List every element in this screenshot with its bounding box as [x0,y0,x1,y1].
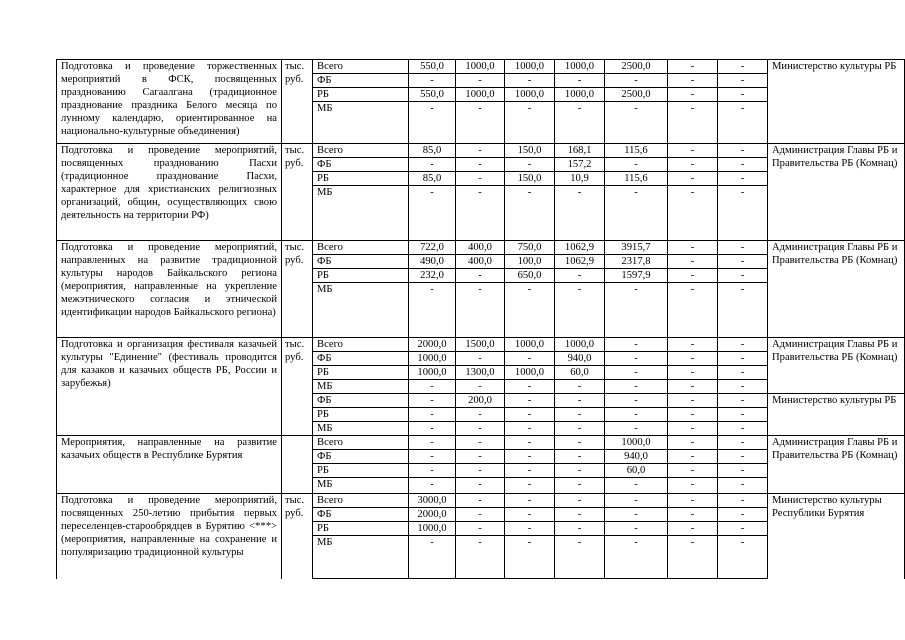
funding-value: - [718,494,768,508]
funding-value: 940,0 [605,450,668,464]
funding-value: - [409,478,456,494]
funding-value: 550,0 [409,60,456,74]
budget-level: Всего [313,144,409,158]
responsible-executor: Администрация Главы РБ и Правительства РБ (Комнац) [768,241,905,338]
funding-value: 115,6 [605,172,668,186]
funding-value: 10,9 [555,172,605,186]
funding-value: - [718,522,768,536]
funding-value: - [605,380,668,394]
funding-value: - [409,380,456,394]
funding-value: - [718,338,768,352]
funding-value: 1000,0 [555,88,605,102]
funding-value: - [668,241,718,255]
budget-level: Всего [313,494,409,508]
funding-value: 60,0 [605,464,668,478]
funding-value: - [456,536,505,579]
funding-value: 1000,0 [505,88,555,102]
budget-level: РБ [313,522,409,536]
funding-value: - [409,283,456,338]
funding-value: - [668,352,718,366]
funding-value: - [505,508,555,522]
funding-value: 2500,0 [605,60,668,74]
funding-value: - [718,352,768,366]
funding-value: - [505,394,555,408]
funding-value: - [555,380,605,394]
funding-value: - [605,422,668,436]
funding-value: 400,0 [456,255,505,269]
funding-value: - [456,172,505,186]
funding-value: - [456,494,505,508]
budget-level: МБ [313,380,409,394]
funding-value: - [718,536,768,579]
funding-value: 3000,0 [409,494,456,508]
funding-value: - [718,60,768,74]
budget-level: РБ [313,172,409,186]
funding-value: - [505,436,555,450]
funding-value: - [555,450,605,464]
funding-value: - [718,255,768,269]
funding-value: 1000,0 [505,366,555,380]
funding-value: - [555,522,605,536]
funding-value: 1000,0 [505,60,555,74]
funding-value: 157,2 [555,158,605,172]
funding-value: - [409,158,456,172]
funding-value: - [718,380,768,394]
funding-value: 1000,0 [605,436,668,450]
responsible-executor: Министерство культуры Республики Бурятия [768,494,905,579]
funding-value: - [555,494,605,508]
funding-value: 1062,9 [555,255,605,269]
funding-value: 400,0 [456,241,505,255]
funding-value: - [456,436,505,450]
funding-value: - [718,186,768,241]
funding-value: - [456,422,505,436]
funding-value: 1000,0 [456,60,505,74]
activity-description: Подготовка и проведение мероприятий, посвященных празднованию Пасхи (традиционное празднование Пасхи, характерное для христианских религиозных организаций, общин, осуществляющих свою деятельность на территории РФ) [57,144,282,241]
table-row [57,60,905,74]
funding-value: - [456,158,505,172]
funding-value: 2000,0 [409,508,456,522]
budget-level: РБ [313,408,409,422]
responsible-executor: Администрация Главы РБ и Правительства РБ (Комнац) [768,436,905,494]
activity-description: Подготовка и организация фестиваля казачьей культуры "Единение" (фестиваль проводится для казаков и казачьих обществ РБ, России и зарубежья) [57,338,282,436]
funding-value: - [505,494,555,508]
funding-value: - [505,352,555,366]
funding-value: - [718,436,768,450]
funding-value: 150,0 [505,144,555,158]
funding-value: - [668,338,718,352]
funding-value: 2317,8 [605,255,668,269]
funding-value: - [718,144,768,158]
funding-value: - [718,172,768,186]
funding-value: - [718,241,768,255]
funding-value: - [668,269,718,283]
funding-value: - [668,102,718,144]
funding-value: - [668,172,718,186]
funding-value: - [668,88,718,102]
funding-value: - [668,522,718,536]
activity-description: Подготовка и проведение мероприятий, направленных на развитие традиционной культуры народов Байкальского региона (мероприятия, направленные на укрепление межэтнического согласия и этнической идентификации народов Байкальского региона) [57,241,282,338]
funding-value: - [456,269,505,283]
funding-value: - [555,186,605,241]
budget-level: ФБ [313,508,409,522]
unit-of-measure: тыс. руб. [282,60,313,144]
funding-value: - [456,283,505,338]
funding-value: - [505,536,555,579]
funding-value: - [409,74,456,88]
funding-value: - [505,522,555,536]
responsible-executor: Администрация Главы РБ и Правительства РБ (Комнац) [768,144,905,241]
funding-value: - [668,366,718,380]
unit-of-measure: тыс. руб. [282,241,313,338]
budget-level: Всего [313,60,409,74]
funding-value: - [505,74,555,88]
funding-value: 1000,0 [505,338,555,352]
budget-level: РБ [313,269,409,283]
funding-value: 1597,9 [605,269,668,283]
funding-value: - [668,408,718,422]
budget-level: РБ [313,88,409,102]
funding-value: - [409,450,456,464]
funding-value: 115,6 [605,144,668,158]
funding-value: 150,0 [505,172,555,186]
funding-value: - [605,283,668,338]
budget-level: ФБ [313,352,409,366]
funding-value: 2000,0 [409,338,456,352]
funding-value: - [718,158,768,172]
funding-value: - [668,464,718,478]
funding-value: 1000,0 [555,338,605,352]
funding-value: - [409,536,456,579]
funding-value: - [555,478,605,494]
funding-value: - [505,450,555,464]
table-row [57,338,905,352]
funding-value: - [555,436,605,450]
funding-value: - [605,408,668,422]
funding-value: 2500,0 [605,88,668,102]
funding-value: - [555,283,605,338]
funding-value: - [718,450,768,464]
funding-value: - [718,366,768,380]
funding-value: - [605,186,668,241]
funding-value: - [718,269,768,283]
funding-value: 1000,0 [456,88,505,102]
funding-value: - [668,283,718,338]
funding-value: - [505,478,555,494]
funding-value: - [668,508,718,522]
funding-value: - [718,88,768,102]
funding-value: - [605,338,668,352]
table-row [57,144,905,158]
funding-value: - [555,394,605,408]
funding-value: - [505,102,555,144]
funding-value: - [409,422,456,436]
funding-value: - [668,536,718,579]
activity-description: Подготовка и проведение мероприятий, посвященных 250-летию прибытия первых переселенцев-старообрядцев в Бурятию <***> (мероприятия, направленные на сохранение и популяризацию традиционной культуры [57,494,282,579]
funding-value: - [456,102,505,144]
funding-value: - [605,478,668,494]
funding-value: - [718,464,768,478]
table-body [57,60,905,579]
funding-value: 200,0 [456,394,505,408]
responsible-executor: Министерство культуры РБ [768,394,905,436]
table-row [57,241,905,255]
funding-value: 85,0 [409,172,456,186]
funding-value: - [605,102,668,144]
budget-level: МБ [313,422,409,436]
funding-value: - [668,494,718,508]
funding-value: - [605,494,668,508]
responsible-executor: Администрация Главы РБ и Правительства РБ (Комнац) [768,338,905,394]
funding-value: - [718,283,768,338]
funding-value: - [605,536,668,579]
funding-value: - [718,478,768,494]
funding-value: - [505,422,555,436]
budget-level: Всего [313,338,409,352]
activity-description: Мероприятия, направленные на развитие казачьих обществ в Республике Бурятия [57,436,282,494]
budget-level: ФБ [313,394,409,408]
funding-value: - [555,269,605,283]
funding-value: - [505,408,555,422]
funding-value: - [555,464,605,478]
unit-of-measure [282,436,313,494]
funding-value: - [456,408,505,422]
funding-value: 550,0 [409,88,456,102]
funding-value: - [409,436,456,450]
funding-value: - [456,508,505,522]
funding-value: - [456,352,505,366]
funding-value: - [668,255,718,269]
responsible-executor: Министерство культуры РБ [768,60,905,144]
funding-value: - [668,60,718,74]
funding-value: - [668,380,718,394]
unit-of-measure: тыс. руб. [282,494,313,579]
funding-value: 85,0 [409,144,456,158]
funding-value: - [456,186,505,241]
funding-value: - [605,522,668,536]
funding-value: 1000,0 [409,366,456,380]
funding-value: - [605,158,668,172]
funding-value: - [409,464,456,478]
funding-value: - [718,102,768,144]
funding-value: - [718,408,768,422]
budget-level: МБ [313,478,409,494]
funding-value: - [409,102,456,144]
funding-value: - [409,394,456,408]
funding-value: 60,0 [555,366,605,380]
funding-value: - [718,74,768,88]
funding-value: 168,1 [555,144,605,158]
budget-level: ФБ [313,158,409,172]
funding-value: - [505,380,555,394]
funding-value: - [456,464,505,478]
funding-value: 1000,0 [555,60,605,74]
budget-level: Всего [313,241,409,255]
funding-value: 100,0 [505,255,555,269]
budget-level: РБ [313,366,409,380]
budget-level: ФБ [313,255,409,269]
budget-level: МБ [313,283,409,338]
funding-value: - [505,158,555,172]
funding-value: 3915,7 [605,241,668,255]
funding-value: - [605,366,668,380]
funding-value: - [668,478,718,494]
budget-level: РБ [313,464,409,478]
funding-value: - [456,450,505,464]
funding-value: 1062,9 [555,241,605,255]
funding-value: - [505,186,555,241]
budget-level: Всего [313,436,409,450]
funding-value: - [668,158,718,172]
funding-value: - [555,508,605,522]
funding-value: - [668,394,718,408]
funding-value: - [456,380,505,394]
funding-value: - [668,450,718,464]
funding-value: 232,0 [409,269,456,283]
funding-value: - [555,102,605,144]
funding-value: - [456,74,505,88]
funding-value: - [668,422,718,436]
funding-value: 650,0 [505,269,555,283]
budget-level: МБ [313,536,409,579]
funding-value: 490,0 [409,255,456,269]
funding-value: - [605,352,668,366]
funding-value: - [456,522,505,536]
program-funding-table [56,59,905,579]
unit-of-measure: тыс. руб. [282,144,313,241]
budget-level: МБ [313,102,409,144]
funding-value: 750,0 [505,241,555,255]
unit-of-measure: тыс. руб. [282,338,313,436]
funding-value: - [505,464,555,478]
budget-level: МБ [313,186,409,241]
funding-value: - [555,422,605,436]
activity-description: Подготовка и проведение торжественных мероприятий в ФСК, посвященных празднованию Сагаалгана (традиционное празднование праздника Белого месяца по лунному календарю, ориентированное на национально-культурные объединения) [57,60,282,144]
funding-value: - [718,422,768,436]
funding-value: 722,0 [409,241,456,255]
funding-value: - [456,144,505,158]
funding-value: 940,0 [555,352,605,366]
funding-value: - [718,508,768,522]
funding-value: 1000,0 [409,352,456,366]
funding-value: - [605,394,668,408]
funding-value: - [668,186,718,241]
funding-value: 1000,0 [409,522,456,536]
table-row [57,436,905,450]
funding-value: - [409,186,456,241]
table-row [57,494,905,508]
funding-value: - [718,394,768,408]
funding-value: - [605,74,668,88]
funding-value: - [668,74,718,88]
funding-value: - [555,536,605,579]
budget-level: ФБ [313,450,409,464]
funding-value: 1500,0 [456,338,505,352]
budget-level: ФБ [313,74,409,88]
funding-value: - [668,144,718,158]
funding-value: - [605,508,668,522]
funding-value: - [456,478,505,494]
funding-value: - [668,436,718,450]
funding-value: - [555,74,605,88]
funding-value: 1300,0 [456,366,505,380]
funding-value: - [409,408,456,422]
funding-value: - [505,283,555,338]
funding-value: - [555,408,605,422]
